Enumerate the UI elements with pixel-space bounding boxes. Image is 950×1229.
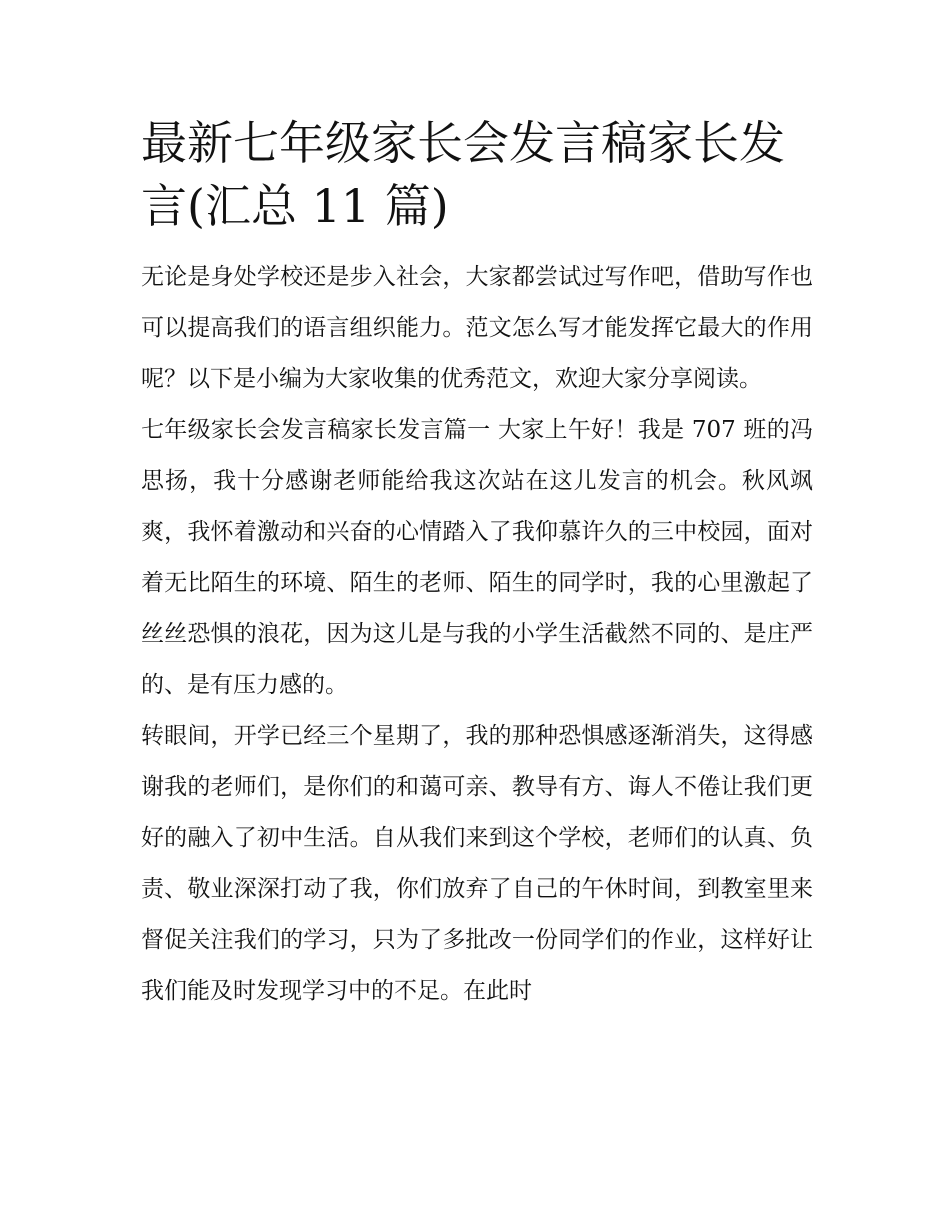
document-title: 最新七年级家长会发言稿家长发言(汇总 11 篇) — [141, 116, 785, 233]
intro-paragraph: 无论是身处学校还是步入社会，大家都尝试过写作吧，借助写作也可以提高我们的语言组织能力。范文怎么写才能发挥它最大的作用呢？以下是小编为大家收集的优秀范文，欢迎大家分享阅读。 — [141, 264, 813, 392]
speech-paragraph-1: 七年级家长会发言稿家长发言篇一 大家上午好！我是 707 班的冯思扬，我十分感谢老师能给我这次站在这儿发言的机会。秋风飒爽，我怀着激动和兴奋的心情踏入了我仰慕许久的三中校园，面对着无比陌生的环境、陌生的老师、陌生的同学时，我的心里激起了丝丝恐惧的浪花，因为这儿是与我的小学生活截然不同的、是庄严的、是有压力感的。 — [141, 417, 813, 698]
speech-paragraph-2: 转眼间，开学已经三个星期了，我的那种恐惧感逐渐消失，这得感谢我的老师们，是你们的和蔼可亲、教导有方、诲人不倦让我们更好的融入了初中生活。自从我们来到这个学校，老师们的认真、负责、敬业深深打动了我，你们放弃了自己的午休时间，到教室里来督促关注我们的学习，只为了多批改一份同学们的作业，这样好让我们能及时发现学习中的不足。在此时 — [141, 723, 813, 1004]
document-page — [141, 112, 813, 1017]
